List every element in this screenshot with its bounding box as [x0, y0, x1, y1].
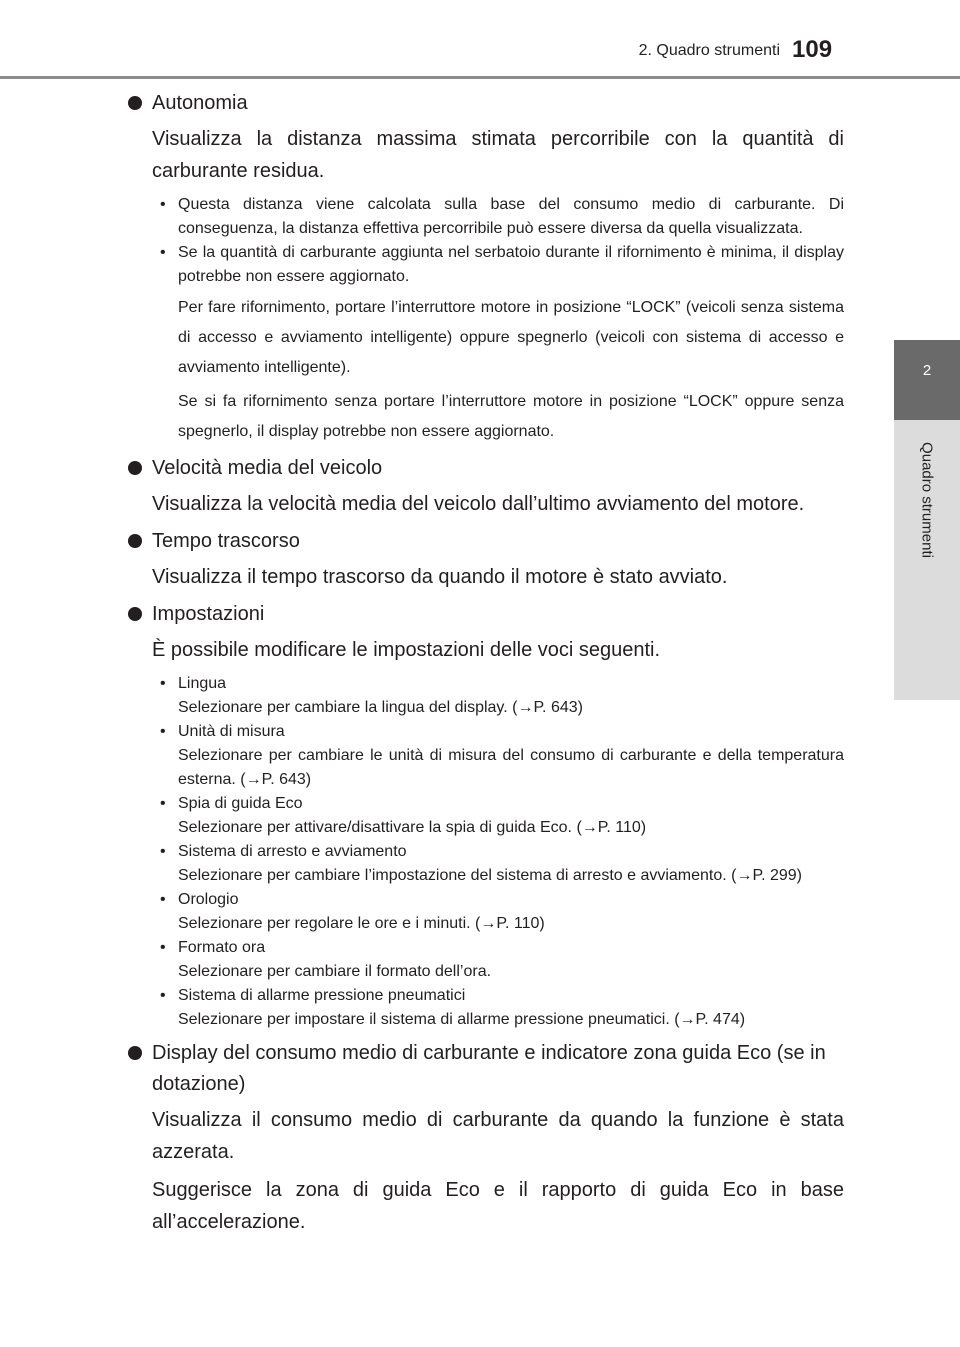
section-title-autonomia — [128, 88, 844, 119]
setting-item — [128, 840, 844, 888]
setting-item-name: Lingua — [178, 675, 227, 692]
bullet-icon — [128, 607, 142, 621]
setting-item — [128, 720, 844, 792]
section-body: Suggerisce la zona di guida Eco e il rapporto di guida Eco in base all’accelerazione. — [152, 1179, 844, 1233]
setting-item-desc: Selezionare per cambiare la lingua del display. (→P. 643) — [178, 699, 583, 716]
setting-item-name: Sistema di allarme pressione pneumatici — [178, 987, 466, 1004]
section-body: Visualizza il consumo medio di carburante da quando la funzione è stata azzerata. — [152, 1109, 844, 1163]
setting-item-desc: Selezionare per impostare il sistema di allarme pressione pneumatici. (→P. 474) — [178, 1011, 746, 1028]
section-title-velocita — [128, 453, 844, 484]
bullet-icon — [128, 96, 142, 110]
header-section-title: 2. Quadro strumenti — [638, 42, 780, 59]
section-title-tempo — [128, 526, 844, 557]
setting-item — [128, 936, 844, 984]
small-bullet-icon: • — [160, 843, 166, 860]
setting-item-desc: Selezionare per cambiare le unità di misura del consumo di carburante e della temperatura esterna. (→P. 643) — [178, 747, 844, 788]
section-title-text: Autonomia — [152, 92, 248, 114]
bullet-icon — [128, 461, 142, 475]
setting-item — [128, 888, 844, 936]
small-bullet-icon: • — [160, 939, 166, 956]
setting-item — [128, 792, 844, 840]
page-number: 109 — [792, 36, 833, 63]
setting-item-desc: Selezionare per cambiare l’impostazione del sistema di arresto e avviamento. (→P. 299) — [178, 867, 803, 884]
note-text: Se la quantità di carburante aggiunta nel serbatoio durante il rifornimento è minima, il display potrebbe non essere aggiornato. — [178, 244, 844, 285]
setting-item-name: Spia di guida Eco — [178, 795, 303, 812]
section-title-text: Impostazioni — [152, 603, 265, 625]
small-bullet-icon: • — [160, 196, 166, 213]
section-title-impostazioni — [128, 599, 844, 630]
note-text: Questa distanza viene calcolata sulla base del consumo medio di carburante. Di conseguenza, la distanza effettiva percorribile può essere diversa da quella visualizzata. — [178, 196, 844, 237]
section-title-text: Tempo trascorso — [152, 530, 300, 552]
note-paragraph: Se si fa rifornimento senza portare l’interruttore motore in posizione “LOCK” oppure senza spegnerlo, il display potrebbe non essere aggiornato. — [178, 393, 844, 440]
header-rule — [0, 76, 960, 79]
small-bullet-icon: • — [160, 891, 166, 908]
setting-item-name: Orologio — [178, 891, 239, 908]
chapter-tab — [894, 340, 960, 420]
small-bullet-icon: • — [160, 675, 166, 692]
setting-item — [128, 672, 844, 720]
note-paragraph: Per fare rifornimento, portare l’interruttore motore in posizione “LOCK” (veicoli senza sistema di accesso e avviamento intelligente) oppure spegnerlo (veicoli con sistema di accesso e avviamento intelligente). — [178, 299, 844, 376]
setting-item-desc: Selezionare per regolare le ore e i minuti. (→P. 110) — [178, 915, 545, 932]
section-title-consumo — [128, 1038, 844, 1100]
section-body: È possibile modificare le impostazioni delle voci seguenti. — [152, 639, 661, 661]
note-item — [128, 193, 844, 241]
bullet-icon — [128, 534, 142, 548]
setting-item-name: Unità di misura — [178, 723, 285, 740]
setting-item-name: Sistema di arresto e avviamento — [178, 843, 407, 860]
small-bullet-icon: • — [160, 987, 166, 1004]
note-item — [128, 241, 844, 289]
small-bullet-icon: • — [160, 795, 166, 812]
setting-item — [128, 984, 844, 1032]
chapter-tab-label: Quadro strumenti — [918, 442, 936, 558]
bullet-icon — [128, 1046, 142, 1060]
section-body: Visualizza il tempo trascorso da quando il motore è stato avviato. — [152, 566, 728, 588]
small-bullet-icon: • — [160, 723, 166, 740]
chapter-tab-number: 2 — [922, 362, 932, 379]
section-body: Visualizza la distanza massima stimata percorribile con la quantità di carburante residua. — [152, 128, 844, 182]
section-title-text: Velocità media del veicolo — [152, 457, 383, 479]
setting-item-desc: Selezionare per cambiare il formato dell’ora. — [178, 963, 492, 980]
small-bullet-icon: • — [160, 244, 166, 261]
setting-item-desc: Selezionare per attivare/disattivare la spia di guida Eco. (→P. 110) — [178, 819, 647, 836]
section-body: Visualizza la velocità media del veicolo dall’ultimo avviamento del motore. — [152, 493, 805, 515]
page-content — [128, 88, 844, 1244]
section-title-text: Display del consumo medio di carburante e indicatore zona guida Eco (se in dotazione) — [152, 1042, 826, 1095]
setting-item-name: Formato ora — [178, 939, 266, 956]
